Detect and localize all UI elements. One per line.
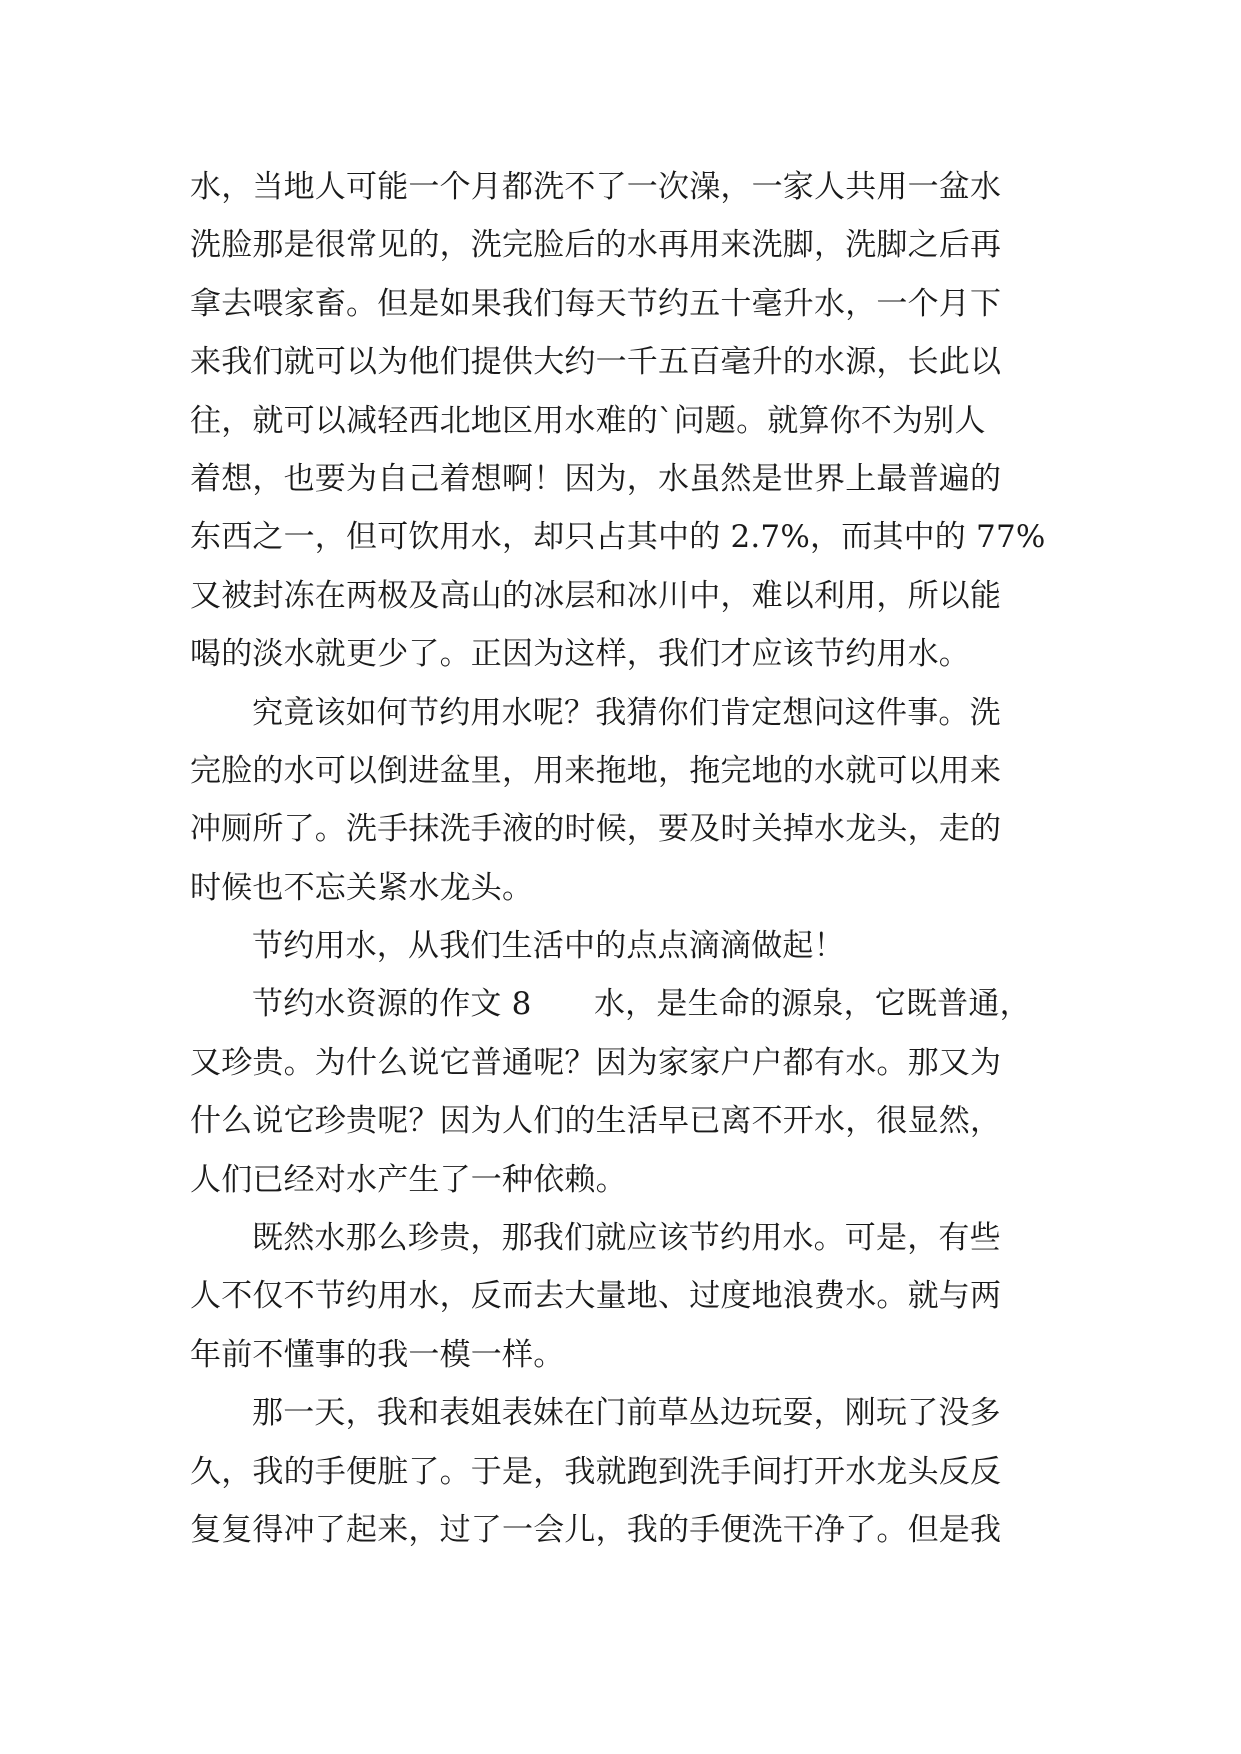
paragraph-start-line: 究竟该如何节约用水呢？我猜你们肯定想问这件事。洗 bbox=[252, 694, 1001, 731]
text-line: 又被封冻在两极及高山的冰层和冰川中，难以利用，所以能 bbox=[190, 577, 1002, 614]
paragraph-start-line: 那一天，我和表姐表妹在门前草丛边玩耍，刚玩了没多 bbox=[252, 1395, 1001, 1432]
text-line: 什么说它珍贵呢？因为人们的生活早已离不开水，很显然， bbox=[190, 1103, 1002, 1140]
text-line: 人们已经对水产生了一种依赖。 bbox=[190, 1161, 627, 1198]
text-line: 久，我的手便脏了。于是，我就跑到洗手间打开水龙头反反 bbox=[190, 1453, 1002, 1490]
text-line: 东西之一，但可饮用水，却只占其中的 2.7%，而其中的 77% bbox=[190, 519, 1046, 556]
text-line: 冲厕所了。洗手抹洗手液的时候，要及时关掉水龙头，走的 bbox=[190, 811, 1002, 848]
text-line: 着想，也要为自己着想啊！因为，水虽然是世界上最普遍的 bbox=[190, 460, 1002, 497]
text-line: 时候也不忘关紧水龙头。 bbox=[190, 869, 534, 906]
text-line: 往，就可以减轻西北地区用水难的`问题。就算你不为别人 bbox=[190, 402, 986, 439]
section-heading-line: 节约水资源的作文 8 水，是生命的源泉，它既普通， bbox=[252, 986, 1031, 1023]
paragraph-start-line: 既然水那么珍贵，那我们就应该节约用水。可是，有些 bbox=[252, 1220, 1001, 1257]
essay-body bbox=[190, 158, 1070, 1559]
text-line: 人不仅不节约用水，反而去大量地、过度地浪费水。就与两 bbox=[190, 1278, 1002, 1315]
text-line: 水，当地人可能一个月都洗不了一次澡，一家人共用一盆水 bbox=[190, 169, 1002, 205]
text-line: 又珍贵。为什么说它普通呢？因为家家户户都有水。那又为 bbox=[190, 1044, 1002, 1081]
text-line: 喝的淡水就更少了。正因为这样，我们才应该节约用水。 bbox=[190, 636, 970, 673]
text-line: 复复得冲了起来，过了一会儿，我的手便洗干净了。但是我 bbox=[190, 1511, 1002, 1548]
paragraph-start-line: 节约用水，从我们生活中的点点滴滴做起！ bbox=[252, 928, 845, 965]
text-line: 年前不懂事的我一模一样。 bbox=[190, 1336, 565, 1373]
text-line: 拿去喂家畜。但是如果我们每天节约五十毫升水，一个月下 bbox=[190, 285, 1002, 322]
text-line: 洗脸那是很常见的，洗完脸后的水再用来洗脚，洗脚之后再 bbox=[190, 227, 1002, 264]
text-line: 来我们就可以为他们提供大约一千五百毫升的水源，长此以 bbox=[190, 344, 1002, 381]
text-line: 完脸的水可以倒进盆里，用来拖地，拖完地的水就可以用来 bbox=[190, 752, 1002, 789]
